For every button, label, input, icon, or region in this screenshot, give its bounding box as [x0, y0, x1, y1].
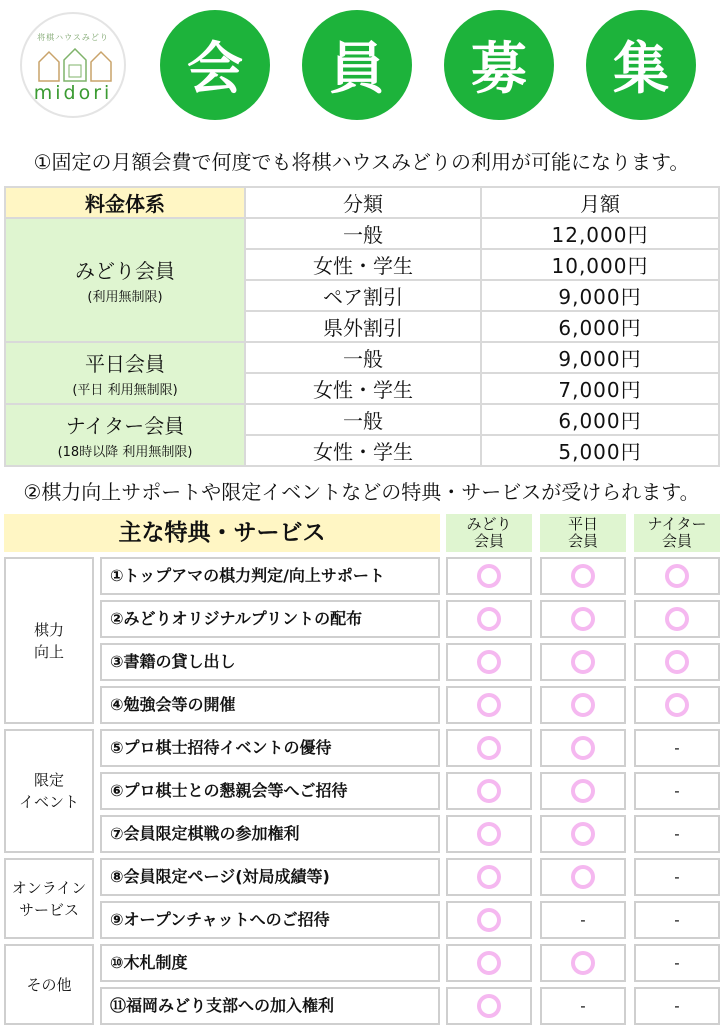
not-included-mark: -: [634, 815, 720, 853]
category-cell: 一般: [245, 218, 481, 249]
category-cell: 県外割引: [245, 311, 481, 342]
circle-icon: [571, 650, 595, 674]
price-cell: 6,000円: [481, 404, 719, 435]
included-mark: [446, 600, 532, 638]
category-cell: 女性・学生: [245, 373, 481, 404]
included-mark: [634, 643, 720, 681]
included-mark: [446, 815, 532, 853]
not-included-mark: -: [634, 944, 720, 982]
included-mark: [634, 557, 720, 595]
included-mark: [446, 944, 532, 982]
circle-icon: [571, 779, 595, 803]
benefit-item: ①トップアマの棋力判定/向上サポート: [100, 557, 440, 595]
table-row: [5, 342, 719, 373]
benefit-item: ②みどりオリジナルプリントの配布: [100, 600, 440, 638]
logo-name: midori: [33, 82, 113, 104]
section-heading-benefits: ②棋力向上サポートや限定イベントなどの特典・サービスが受けられます。: [23, 480, 700, 504]
benefit-category-label: 限定 イベント: [18, 771, 79, 811]
not-included-mark: -: [634, 772, 720, 810]
group-sub: (18時以降 利用無制限): [57, 445, 193, 460]
not-included-mark: -: [634, 901, 720, 939]
included-mark: [634, 600, 720, 638]
price-cell: 12,000円: [481, 218, 719, 249]
fee-table: [4, 186, 720, 467]
benefit-item: ⑦会員限定棋戦の参加権利: [100, 815, 440, 853]
table-row: [5, 218, 719, 249]
included-mark: [540, 815, 626, 853]
included-mark: [446, 901, 532, 939]
circle-icon: [477, 951, 501, 975]
included-mark: [634, 686, 720, 724]
benefit-item: ④勉強会等の開催: [100, 686, 440, 724]
included-mark: [446, 858, 532, 896]
circle-icon: [477, 693, 501, 717]
group-name: ナイター会員: [65, 414, 185, 438]
benefit-item: ⑨オープンチャットへのご招待: [100, 901, 440, 939]
category-cell: 一般: [245, 342, 481, 373]
circle-icon: [571, 865, 595, 889]
price-cell: 10,000円: [481, 249, 719, 280]
circle-icon: [477, 736, 501, 760]
title-char: 集: [586, 10, 696, 120]
table-row: [5, 404, 719, 435]
circle-icon: [571, 693, 595, 717]
not-included-mark: -: [540, 901, 626, 939]
title-char: 員: [302, 10, 412, 120]
included-mark: [446, 686, 532, 724]
circle-icon: [477, 822, 501, 846]
included-mark: [446, 729, 532, 767]
included-mark: [540, 729, 626, 767]
circle-icon: [477, 908, 501, 932]
included-mark: [540, 557, 626, 595]
benefit-category: [4, 557, 94, 724]
logo-small-text: 将棋ハウスみどり: [37, 33, 109, 42]
price-cell: 7,000円: [481, 373, 719, 404]
included-mark: [540, 944, 626, 982]
benefit-category: [4, 944, 94, 1025]
benefit-item: ⑥プロ棋士との懇親会等へご招待: [100, 772, 440, 810]
header-category: 分類: [245, 187, 481, 218]
header-monthly-fee: 月額: [481, 187, 719, 218]
benefit-item: ⑤プロ棋士招待イベントの優待: [100, 729, 440, 767]
circle-icon: [571, 736, 595, 760]
group-name: みどり会員: [75, 259, 175, 283]
price-cell: 9,000円: [481, 342, 719, 373]
house-icon: [36, 48, 114, 82]
circle-icon: [665, 693, 689, 717]
benefit-item: ③書籍の貸し出し: [100, 643, 440, 681]
circle-icon: [477, 779, 501, 803]
midori-logo: [20, 12, 126, 118]
price-cell: 5,000円: [481, 435, 719, 466]
included-mark: [540, 643, 626, 681]
included-mark: [540, 686, 626, 724]
group-midori: [5, 218, 245, 342]
circle-icon: [665, 650, 689, 674]
benefit-item: ⑪福岡みどり支部への加入権利: [100, 987, 440, 1025]
col-head-nighter: ナイター 会員: [634, 514, 720, 552]
circle-icon: [477, 650, 501, 674]
circle-icon: [477, 865, 501, 889]
category-cell: 一般: [245, 404, 481, 435]
circle-icon: [665, 607, 689, 631]
benefit-category: [4, 858, 94, 939]
included-mark: [446, 987, 532, 1025]
included-mark: [540, 772, 626, 810]
included-mark: [446, 772, 532, 810]
benefit-item: ⑧会員限定ページ(対局成績等): [100, 858, 440, 896]
title-char: 募: [444, 10, 554, 120]
benefit-category: [4, 729, 94, 853]
circle-icon: [571, 822, 595, 846]
header-fee-system: 料金体系: [5, 187, 245, 218]
circle-icon: [477, 564, 501, 588]
not-included-mark: -: [634, 987, 720, 1025]
group-sub: (利用無制限): [87, 290, 163, 305]
group-weekday: [5, 342, 245, 404]
circle-icon: [477, 994, 501, 1018]
group-name: 平日会員: [85, 352, 165, 376]
price-cell: 6,000円: [481, 311, 719, 342]
category-cell: 女性・学生: [245, 435, 481, 466]
col-head-midori: みどり 会員: [446, 514, 532, 552]
included-mark: [446, 643, 532, 681]
included-mark: [540, 858, 626, 896]
title-char: 会: [160, 10, 270, 120]
benefits-title: 主な特典・サービス: [4, 514, 440, 552]
fee-table-header: [5, 187, 719, 218]
not-included-mark: -: [634, 729, 720, 767]
category-cell: ペア割引: [245, 280, 481, 311]
circle-icon: [571, 564, 595, 588]
section-heading-fees: ①固定の月額会費で何度でも将棋ハウスみどりの利用が可能になります。: [33, 150, 690, 174]
circle-icon: [477, 607, 501, 631]
page-title: [160, 10, 720, 120]
benefit-item: ⑩木札制度: [100, 944, 440, 982]
benefit-category-label: オンライン サービス: [11, 878, 87, 919]
benefit-category-label: その他: [26, 975, 72, 994]
included-mark: [540, 600, 626, 638]
circle-icon: [665, 564, 689, 588]
category-cell: 女性・学生: [245, 249, 481, 280]
circle-icon: [571, 951, 595, 975]
group-nighter: [5, 404, 245, 466]
benefit-category-label: 棋力 向上: [33, 620, 64, 661]
included-mark: [446, 557, 532, 595]
not-included-mark: -: [540, 987, 626, 1025]
price-cell: 9,000円: [481, 280, 719, 311]
group-sub: (平日 利用無制限): [72, 383, 178, 398]
not-included-mark: -: [634, 858, 720, 896]
circle-icon: [571, 607, 595, 631]
col-head-weekday: 平日 会員: [540, 514, 626, 552]
